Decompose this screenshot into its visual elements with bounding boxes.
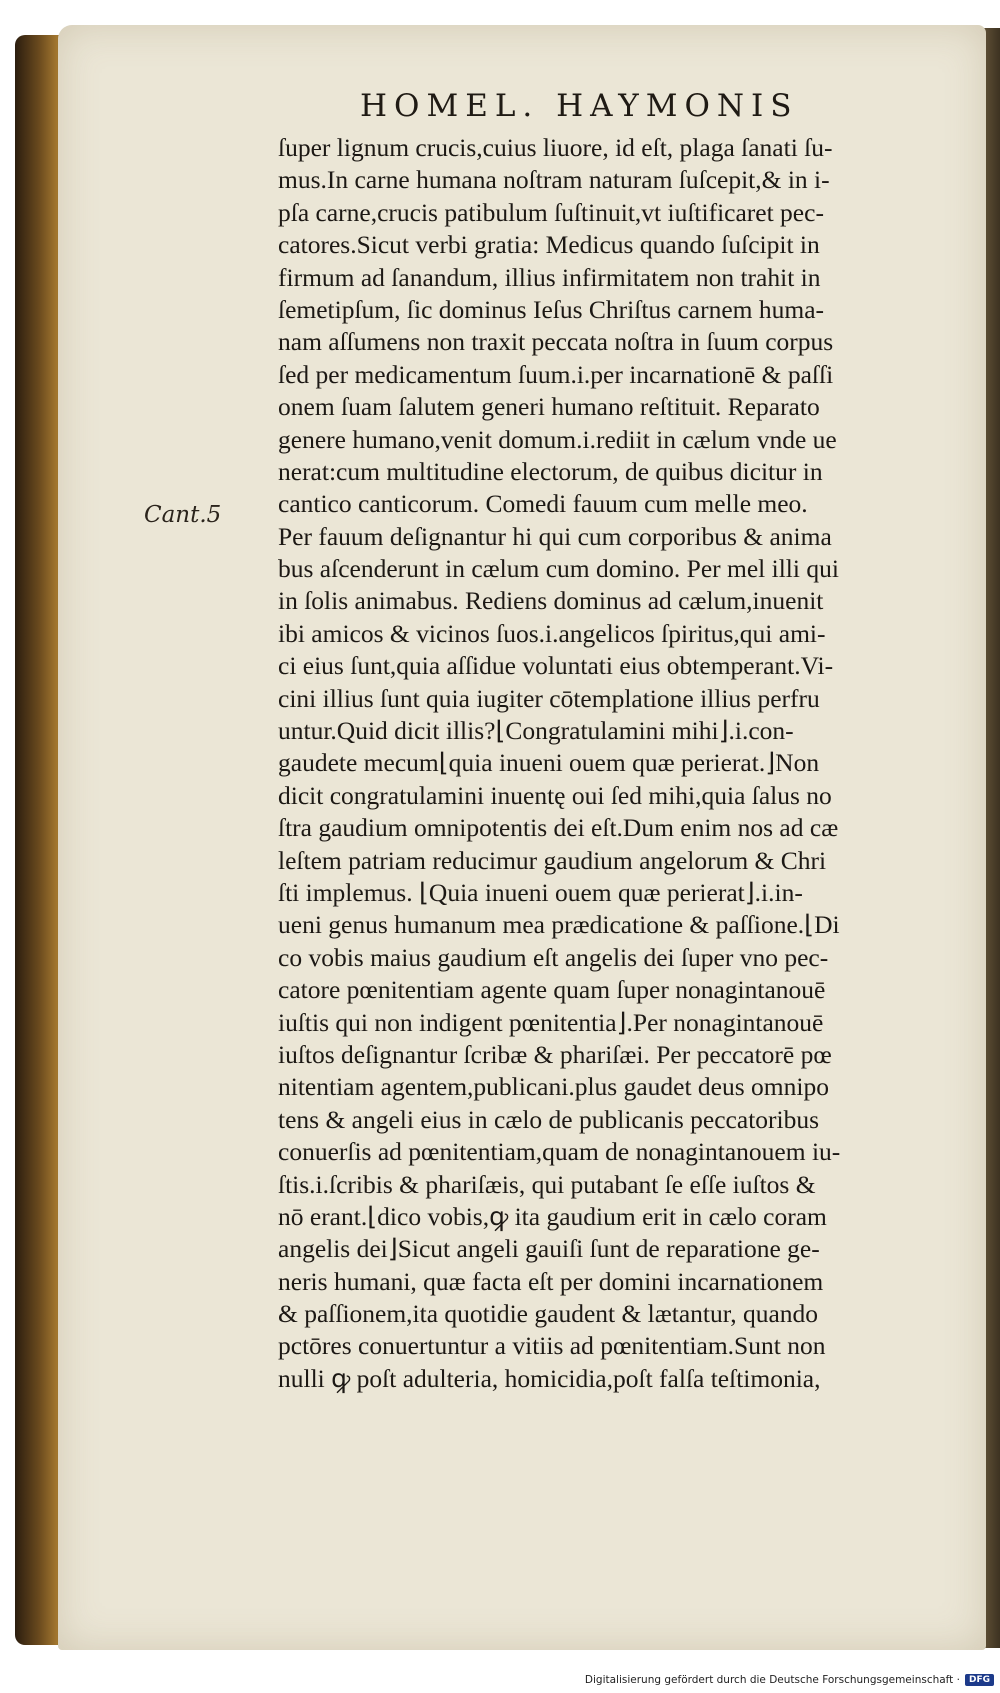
text-line: catore pœnitentiam agente quam ſuper nonagintanouē [278,975,826,1005]
text-line: gaudete mecum⌊quia inueni ouem quæ perierat.⌋Non [278,748,820,778]
text-line: iuſtos deſignantur ſcribæ & phariſæi. Per peccatorē pœ [278,1039,832,1069]
text-line: ſemetipſum, ſic dominus Ieſus Chriſtus carnem huma- [278,294,825,324]
text-line: nō erant.⌊dico vobis,ꝙ ita gaudium erit in cælo coram [278,1201,827,1231]
text-line: bus aſcenderunt in cælum cum domino. Per mel illi qui [278,554,839,584]
text-line: pſa carne,crucis patibulum ſuſtinuit,vt iuſtificaret pec- [278,197,824,227]
text-line: cantico canticorum. Comedi fauum cum melle meo. [278,489,808,519]
text-line: leſtem patriam reducimur gaudium angelorum & Chri [278,845,827,875]
text-line: nitentiam agentem,publicani.plus gaudet deus omnipo [278,1072,829,1102]
text-line: tens & angeli eius in cælo de publicanis peccatoribus [278,1104,820,1134]
text-line: nam aſſumens non traxit peccata noſtra in ſuum corpus [278,327,834,357]
text-line: catores.Sicut verbi gratia: Medicus quando ſuſcipit in [278,230,820,260]
text-line: pctōres conuertuntur a vitiis ad pœnitentiam.Sunt non [278,1331,826,1361]
text-line: cini illius ſunt quia iugiter cōtemplatione illius perfru [278,683,820,713]
text-line: ſed per medicamentum ſuum.i.per incarnationē & paſſi [278,359,834,389]
text-line: ueni genus humanum mea prædicatione & paſſione.⌊Di [278,910,840,940]
text-line: nulli ꝙ poſt adulteria, homicidia,poſt falſa teſtimonia, [278,1363,821,1393]
text-line: mus.In carne humana noſtram naturam ſuſcepit,& in i- [278,165,830,195]
text-line: & paſſionem,ita quotidie gaudent & lætantur, quando [278,1299,819,1329]
text-line: ſti implemus. ⌊Quia inueni ouem quæ perierat⌋.i.in- [278,877,803,907]
text-line: ibi amicos & vicinos ſuos.i.angelicos ſpiritus,qui ami- [278,618,826,648]
text-line: untur.Quid dicit illis?⌊Congratulamini mihi⌋.i.con- [278,716,794,746]
text-line: iuſtis qui non indigent pœnitentia⌋.Per nonagintanouē [278,1007,824,1037]
digitization-footer [0,1674,1000,1693]
text-line: angelis dei⌋Sicut angeli gauiſi ſunt de reparatione ge- [278,1234,820,1264]
text-line: neris humani, quæ facta eſt per domini incarnationem [278,1266,824,1296]
text-line: ſtis.i.ſcribis & phariſæis, qui putabant ſe eſſe iuſtos & [278,1169,816,1199]
text-line: firmum ad ſanandum, illius infirmitatem non trahit in [278,262,821,292]
text-line: Per fauum deſignantur hi qui cum corporibus & anima [278,521,832,551]
text-line: in ſolis animabus. Rediens dominus ad cælum,inuenit [278,586,824,616]
text-line: ſtra gaudium omnipotentis dei eſt.Dum enim nos ad cæ [278,813,839,843]
text-line: conuerſis ad pœnitentiam,quam de nonagintanouem iu- [278,1137,841,1167]
margin-note: Cant.5 [144,502,222,528]
text-line: genere humano,venit domum.i.rediit in cælum vnde ue [278,424,837,454]
dfg-logo: DFG [965,1674,994,1686]
text-line: onem ſuam ſalutem generi humano reſtituit. Reparato [278,392,820,422]
text-line: nerat:cum multitudine electorum, de quibus dicitur in [278,456,823,486]
text-line: ci eius ſunt,quia aſſidue voluntati eius obtemperant.Vi- [278,651,834,681]
text-line: co vobis maius gaudium eſt angelis dei ſuper vno pec- [278,942,829,972]
body-text [278,132,970,1395]
running-head: HOMEL. HAYMONIS [360,88,799,124]
footer-credit: Digitalisierung gefördert durch die Deutsche Forschungsgemeinschaft · [584,1674,960,1686]
text-line: ſuper lignum crucis,cuius liuore, id eſt, plaga ſanati ſu- [278,133,833,162]
text-line: dicit congratulamini inuentę oui ſed mihi,quia ſalus no [278,780,832,810]
